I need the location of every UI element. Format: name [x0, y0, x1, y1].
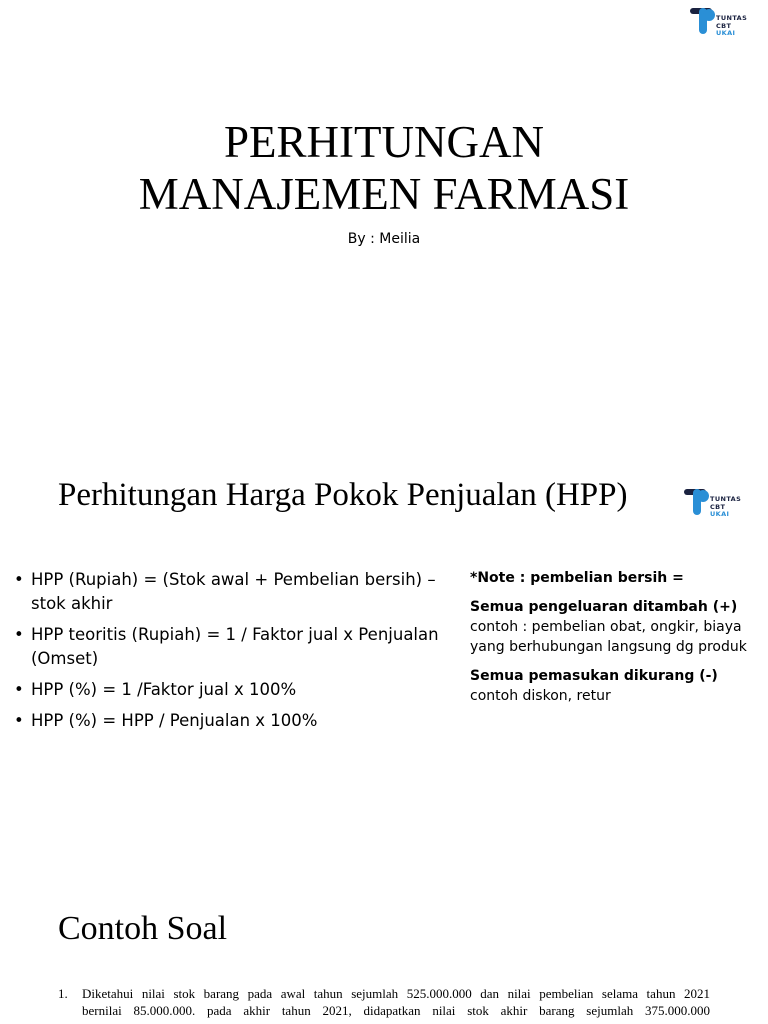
logo-line-1: TUNTAS [710, 495, 742, 503]
question-text [58, 985, 710, 1019]
main-title-line-2: MANAJEMEN FARMASI [138, 169, 630, 219]
bullet-icon: • [14, 711, 24, 730]
tuntas-cbt-logo [690, 7, 750, 47]
logo-line-3: UKAI [716, 29, 736, 37]
list-item [14, 709, 464, 733]
formula-text: HPP (%) = 1 /Faktor jual x 100% [31, 680, 297, 699]
logo-wordmark [710, 496, 741, 519]
question-item [58, 985, 710, 1019]
logo-line-1: TUNTAS [716, 14, 748, 22]
formula-list [14, 568, 464, 740]
note-heading: *Note : pembelian bersih = [470, 570, 684, 586]
title-slide [0, 0, 768, 432]
bullet-icon: • [14, 570, 24, 589]
note-sub-text: contoh diskon, retur [470, 688, 611, 704]
logo-mark-icon [684, 488, 712, 520]
hpp-title: Perhitungan Harga Pokok Penjualan (HPP) [58, 477, 628, 513]
list-item [14, 623, 464, 671]
note-box [470, 568, 760, 706]
note-add-text: contoh : pembelian obat, ongkir, biaya yang berhubungan langsung dg produk [470, 619, 747, 655]
formula-text: HPP teoritis (Rupiah) = 1 / Faktor jual x Penjualan (Omset) [31, 625, 439, 668]
list-item [14, 678, 464, 702]
logo-line-2: CBT [716, 21, 732, 30]
main-title [0, 116, 768, 220]
author-byline: By : Meilia [347, 231, 421, 247]
question-line: Diketahui nilai stok barang pada awal tahun sejumlah 525.000.000 dan nilai pembelian selama tahun 2021 [82, 986, 710, 1001]
logo-mark-icon [690, 7, 718, 39]
logo-line-2: CBT [710, 502, 726, 511]
example-title: Contoh Soal [58, 910, 228, 947]
logo-line-3: UKAI [710, 510, 730, 518]
note-add-heading: Semua pengeluaran ditambah (+) [470, 599, 738, 615]
bullet-icon: • [14, 625, 24, 644]
question-number: 1. [58, 986, 68, 1001]
logo-wordmark [716, 15, 747, 38]
formula-text: HPP (Rupiah) = (Stok awal + Pembelian bersih) – stok akhir [31, 570, 436, 613]
formula-text: HPP (%) = HPP / Penjualan x 100% [31, 711, 318, 730]
note-sub-heading: Semua pemasukan dikurang (-) [470, 668, 718, 684]
tuntas-cbt-logo [684, 488, 744, 528]
main-title-line-1: PERHITUNGAN [224, 117, 544, 167]
list-item [14, 568, 464, 616]
question-line: bernilai 85.000.000. pada akhir tahun 2021, didapatkan nilai stok akhir barang sejumlah 375.000.000 [82, 1003, 710, 1018]
bullet-icon: • [14, 680, 24, 699]
